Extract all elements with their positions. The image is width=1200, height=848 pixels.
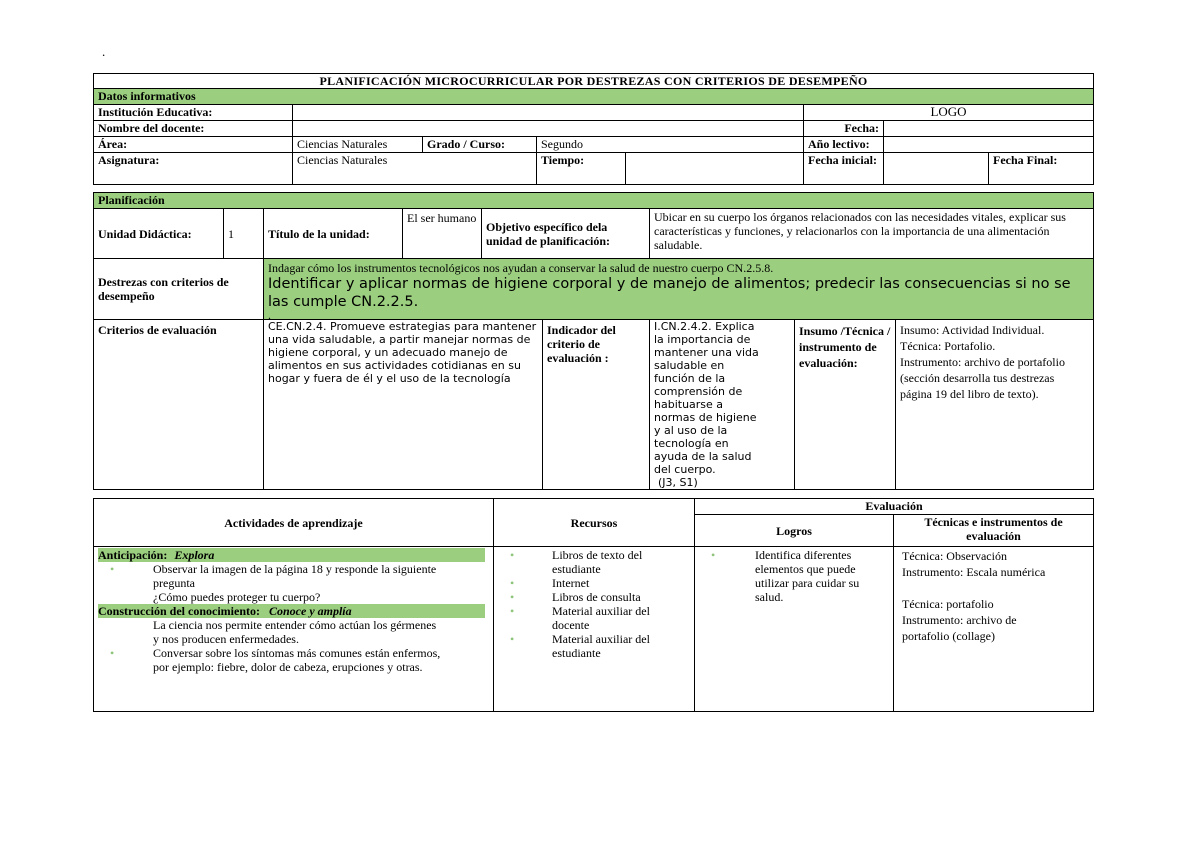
datos-table [93, 73, 1094, 185]
fecha-final-label: Fecha Final: [989, 153, 1094, 185]
recurso-item: • Material auxiliar del estudiante [498, 632, 690, 660]
docente-field[interactable] [293, 121, 804, 137]
recurso-item: • Internet [498, 576, 690, 590]
objetivo-label: Objetivo específico dela unidad de planificación: [482, 209, 650, 259]
unidad-label: Unidad Didáctica: [94, 209, 224, 259]
anticipacion-value: Explora [174, 548, 215, 562]
evaluacion-header: Evaluación [695, 499, 1094, 515]
construccion-row [98, 604, 485, 618]
fecha-label: Fecha: [804, 121, 884, 137]
recurso-item: • Libros de texto del estudiante [498, 548, 690, 576]
planificacion-heading: Planificación [94, 193, 1094, 209]
insumo-line-2: Técnica: Portafolio. [900, 339, 996, 353]
logo: LOGO [804, 105, 1094, 121]
tecnica-line: Técnica: portafolio [902, 597, 994, 611]
destreza-3: . [268, 308, 271, 322]
destrezas-label: Destrezas con criterios de desempeño [94, 259, 264, 320]
anio-label: Año lectivo: [804, 137, 884, 153]
construccion-value: Conoce y amplía [268, 604, 352, 618]
logros-header: Logros [695, 515, 894, 547]
recursos-cell [494, 547, 695, 712]
recursos-header: Recursos [494, 499, 695, 547]
logro-item: • Identifica diferentes elementos que puede utilizar para cuidar su salud. [699, 548, 889, 604]
anticipacion-row [98, 548, 485, 562]
actividades-table [93, 498, 1094, 712]
fecha-inicial-label: Fecha inicial: [804, 153, 884, 185]
institucion-label: Institución Educativa: [94, 105, 293, 121]
docente-label: Nombre del docente: [94, 121, 293, 137]
datos-heading: Datos informativos [94, 89, 1094, 105]
construccion-text: La ciencia nos permite entender cómo actúan los gérmenes y nos producen enfermedades. [153, 618, 437, 646]
construccion-item [98, 646, 485, 674]
unidad-value: 1 [224, 209, 264, 259]
tecnica-line: Técnica: Observación [902, 549, 1007, 563]
planificacion-table [93, 192, 1094, 490]
insumo-value [896, 320, 1094, 490]
insumo-label: Insumo /Técnica / instrumento de evaluación: [795, 320, 896, 490]
titulo-value: El ser humano [403, 209, 482, 259]
destreza-1: Indagar cómo los instrumentos tecnológicos nos ayudan a conservar la salud de nuestro cuerpo CN.2.5.8. [268, 261, 774, 275]
destreza-2: Identificar y aplicar normas de higiene corporal y de manejo de alimentos; predecir las consecuencias si no se las cumple CN.2.2.5. [268, 276, 1071, 310]
tiempo-label: Tiempo: [537, 153, 626, 185]
tecnica-line [902, 580, 1089, 596]
destrezas-cell [264, 259, 1094, 320]
anticipacion-item-text: Observar la imagen de la página 18 y responde la siguiente pregunta [153, 562, 437, 590]
fecha-field[interactable] [884, 121, 1094, 137]
asignatura-value: Ciencias Naturales [293, 153, 537, 185]
tecnica-line: Instrumento: Escala numérica [902, 565, 1046, 579]
tiempo-field[interactable] [626, 153, 804, 185]
construccion-item-text: Conversar sobre los síntomas más comunes están enfermos, por ejemplo: fiebre, dolor de cabeza, erupciones y otras. [153, 646, 441, 674]
indicador-code: (J3, S1) [658, 476, 698, 489]
anio-field[interactable] [884, 137, 1094, 153]
recurso-item: • Libros de consulta [498, 590, 690, 604]
anticipacion-question: ¿Cómo puedes proteger tu cuerpo? [153, 590, 321, 604]
page-dot: . [102, 44, 106, 59]
actividades-cell [94, 547, 494, 712]
page-title: PLANIFICACIÓN MICROCURRICULAR POR DESTREZAS CON CRITERIOS DE DESEMPEÑO [94, 74, 1094, 89]
fecha-inicial-field[interactable] [884, 153, 989, 185]
area-value: Ciencias Naturales [293, 137, 423, 153]
anticipacion-label: Anticipación: [98, 548, 168, 562]
indicador-text: I.CN.2.4.2. Explica la importancia de mantener una vida saludable en función de la comprensión de habituarse a normas de higiene y al uso de la tecnología en ayuda de la salud del cuerpo. [654, 320, 759, 476]
insumo-line-3: Instrumento: archivo de portafolio (sección desarrolla tus destrezas página 19 del libro de texto). [900, 355, 1065, 401]
objetivo-value: Ubicar en su cuerpo los órganos relacionados con las necesidades vitales, explicar sus características y funciones, y relacionarlos con la importancia de una alimentación saludable. [650, 209, 1094, 259]
asignatura-label: Asignatura: [94, 153, 293, 185]
insumo-line-1: Insumo: Actividad Individual. [900, 323, 1045, 337]
indicador-value [650, 320, 795, 490]
logros-cell [695, 547, 894, 712]
criterios-label: Criterios de evaluación [94, 320, 264, 490]
tecnica-line: Instrumento: archivo de portafolio (collage) [902, 613, 1017, 643]
recurso-item: • Material auxiliar del docente [498, 604, 690, 632]
area-label: Área: [94, 137, 293, 153]
construccion-label: Construcción del conocimiento: [98, 604, 260, 618]
anticipacion-item [98, 562, 485, 590]
titulo-label: Título de la unidad: [264, 209, 403, 259]
grado-value: Segundo [537, 137, 804, 153]
criterio-value: CE.CN.2.4. Promueve estrategias para mantener una vida saludable, a partir manejar normas de higiene corporal, y un adecuado manejo de alimentos en sus actividades cotidianas en su hogar y fuera de él y el uso de la tecnología [264, 320, 543, 490]
actividades-header: Actividades de aprendizaje [94, 499, 494, 547]
indicador-label: Indicador del criterio de evaluación : [543, 320, 650, 490]
institucion-field[interactable] [293, 105, 804, 121]
grado-label: Grado / Curso: [423, 137, 537, 153]
tecnicas-cell [894, 547, 1094, 712]
tecnicas-header: Técnicas e instrumentos de evaluación [894, 515, 1094, 547]
